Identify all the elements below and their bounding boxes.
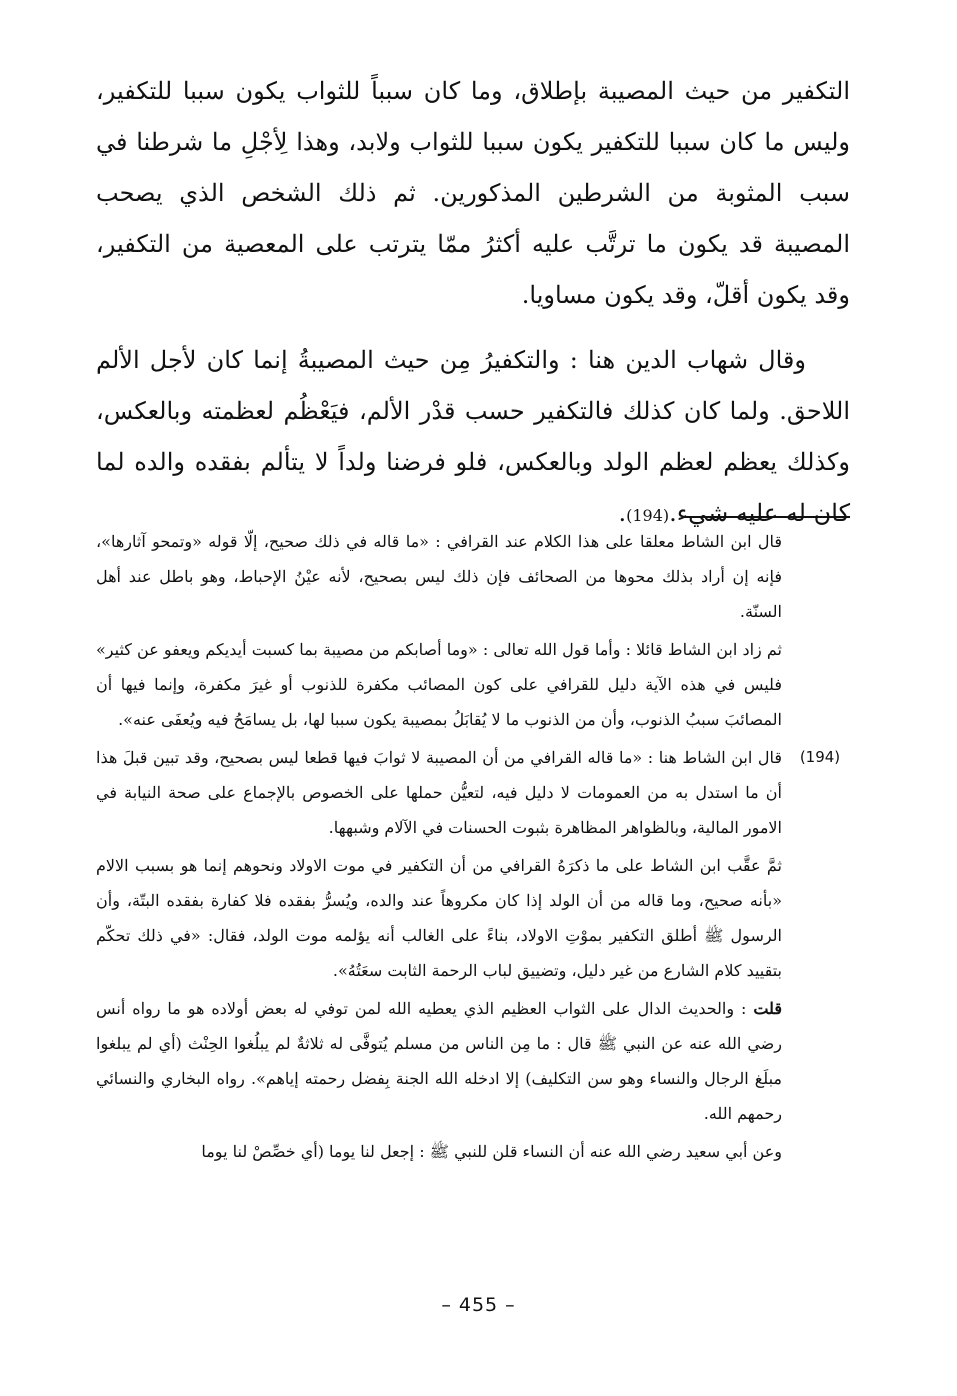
footnote-paragraph: وعن أبي سعيد رضي الله عنه أن النساء قلن للنبي ﷺ : إجعل لنا يوما (أي خصِّصْ لنا يوما xyxy=(201,1142,782,1161)
main-text xyxy=(96,66,850,541)
footnote-paragraph: ثم زاد ابن الشاط قائلا : وأما قول الله تعالى : «وما أصابكم من مصيبة بما كسبت أيديكم ويعفو عن كثير» فليس في هذه الآية دليل للقرافي على كون المصائب مكفرة للذنوب أو غيرَ مكفرة، وإنما فيها أن المصائبَ سببُ الذنوب، وأن من الذنوب ما لا يُقابَلُ بمصيبة يكون سببا لها، بل يسامَحُ فيه ويُعفَى عنه». xyxy=(96,640,782,729)
page-number: – 455 – xyxy=(441,1294,516,1316)
footnotes xyxy=(96,524,850,1172)
paragraph: وقال شهاب الدين هنا : والتكفيرُ مِن حيث المصيبةُ إنما كان لأجل الألم اللاحق. ولما كان كذلك فالتكفير حسب قدْر الألم، فيَعْظُم لعظمته وبالعكس، وكذلك يعظم لعظم الولد وبالعكس، فلو فرضنا ولداً لا يتألم بفقده والده لما كان له عليه شيء.(194). xyxy=(96,346,851,527)
footnote-separator xyxy=(682,516,850,518)
footnote-194 xyxy=(96,740,850,845)
footnote-number: (194) xyxy=(799,748,841,766)
paragraph-text: وقال شهاب الدين هنا : والتكفيرُ مِن حيث المصيبةُ إنما كان لأجل الألم اللاحق. ولما كان كذلك فالتكفير حسب قدْر الألم، فيَعْظُم لعظمته وبالعكس، وكذلك يعظم لعظم الولد وبالعكس، فلو فرضنا ولداً لا يتألم بفقده والده لما كان له عليه شيء. xyxy=(96,346,851,527)
footnote-text: : والحديث الدال على الثواب العظيم الذي يعطيه الله لمن توفي له بعض أولاده هو ما رواه أنس رضي الله عنه عن النبي ﷺ قال : ما مِن الناس من مسلم يُتوفَّى له ثلاثةٌ لم يبلُغوا الحِنْث (أي لم يبلغوا مبلَغ الرجال والنساء وهو سن التكليف) إلا ادخله الله الجنة بِفضل رحمته إياهم». رواه البخاري والنسائي رحمهم الله. xyxy=(96,999,782,1123)
qult-label: قلت xyxy=(753,999,782,1018)
paragraph: التكفير من حيث المصيبة بإطلاق، وما كان سبباً للثواب يكون سببا للتكفير، وليس ما كان سببا للتكفير يكون سببا للثواب ولابد، وهذا لِأجْلِ ما شرطنا في سبب المثوبة من الشرطين المذكورين. ثم ذلك الشخص الذي يصحب المصيبة قد يكون ما ترتَّب عليه أكثرُ ممّا يترتب على المعصية من التكفير، وقد يكون أقلّ، وقد يكون مساويا. xyxy=(96,77,851,309)
footnote-paragraph: ثمَّ عقَّب ابن الشاط على ما ذكرَهُ القرافي من أن التكفير في موت الاولاد ونحوهم إنما هو بسبب الالام «بأنه صحيح، وما قاله من أن الولد إذا كان مكروهاً عند والده، ويُسرُّ بفقده فلا كفارة بفقده البتّة، وأن الرسول ﷺ أطلق التكفير بموْتِ الاولاد، بناءً على الغالب أنه يؤلمه موت الولد، فقال: «في ذلك تحكّم بتقييد كلام الشارع من غير دليل، وتضييق لباب الرحمة الثابت سعَتُهُ». xyxy=(96,856,783,980)
footnote-paragraph xyxy=(96,991,850,1131)
footnote-paragraph: قال ابن الشاط معلقا على هذا الكلام عند القرافي : «ما قاله في ذلك صحيح، إلّا قوله «وتمحو آثارها»، فإنه إن أراد بذلك محوها من الصحائف فإن ذلك ليس بصحيح، لأنه عيْنُ الإحباط، وهو باطل عند أهل السنّة. xyxy=(96,532,783,621)
footnote-text: قال ابن الشاط هنا : «ما قاله القرافي من أن المصيبة لا ثوابَ فيها قطعا ليس بصحيح، وقد تبين قبلَ هذا أن ما استدل به من العمومات لا دليل فيه، لتعيُّن حملها على الخصوص بالإجماع على صحة النيابة في الامور المالية، وبالظواهر المظاهرة بثبوت الحسنات في الآلام وشبهها. xyxy=(96,748,782,837)
footnote-reference: (194) xyxy=(626,506,670,525)
